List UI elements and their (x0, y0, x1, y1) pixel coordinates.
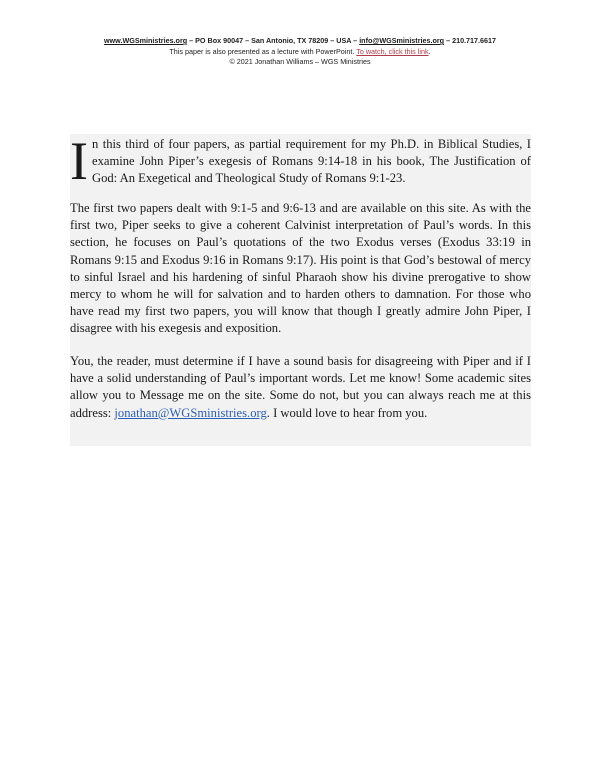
author-email-link[interactable]: jonathan@WGSministries.org (114, 405, 267, 420)
website-link[interactable]: www.WGSministries.org (103, 36, 188, 45)
watch-link[interactable]: To watch, click this link (356, 46, 429, 56)
contact-line (0, 36, 600, 47)
contact-text-before: You, the reader, must determine if I have a sound basis for disagreeing with Piper and if I have a solid understanding of Paul’s important words. Let me know! Some academic sites allow you to Message me on the site. Some do not, but you can always reach me at this address: (70, 354, 531, 420)
lecture-line (0, 47, 600, 58)
intro-text: n this third of four papers, as partial requirement for my Ph.D. in Biblical Studies, I examine John Piper’s exegesis of Romans 9:14-18 in his book, The Justification of God: An Exegetical and Theological Study of Romans 9:1-23. (91, 137, 531, 186)
copyright-line: © 2021 Jonathan Williams – WGS Ministries (229, 57, 371, 66)
lecture-end: . (428, 46, 431, 56)
address-text: – PO Box 90047 – San Antonio, TX 78209 – USA – (187, 36, 360, 45)
phone-text: – 210.717.6617 (444, 36, 497, 45)
page-header (0, 36, 600, 68)
contact-text-after: . I would love to hear from you. (266, 405, 428, 420)
drop-cap: I (70, 131, 88, 191)
lecture-note: This paper is also presented as a lecture with PowerPoint. (169, 46, 357, 56)
intro-paragraph (70, 131, 531, 191)
email-link[interactable]: info@WGSministries.org (359, 36, 445, 45)
context-paragraph: The first two papers dealt with 9:1-5 and 9:6-13 and are available on this site. As with the first two, Piper seeks to give a coherent Calvinist interpretation of Paul’s words. In this section, he focuses on Paul’s quotations of the two Exodus verses (Exodus 33:19 in Romans 9:15 and Exodus 9:16 in Romans 9:17). His point is that God’s bestowal of mercy to sinful Israel and his hardening of sinful Pharaoh show his divine prerogative to show mercy to whom he will for salvation and to harden others to damnation. For those who have read my first two papers, you will know that though I greatly admire John Piper, I disagree with his exegesis and exposition. (70, 201, 531, 336)
contact-paragraph (70, 353, 531, 422)
